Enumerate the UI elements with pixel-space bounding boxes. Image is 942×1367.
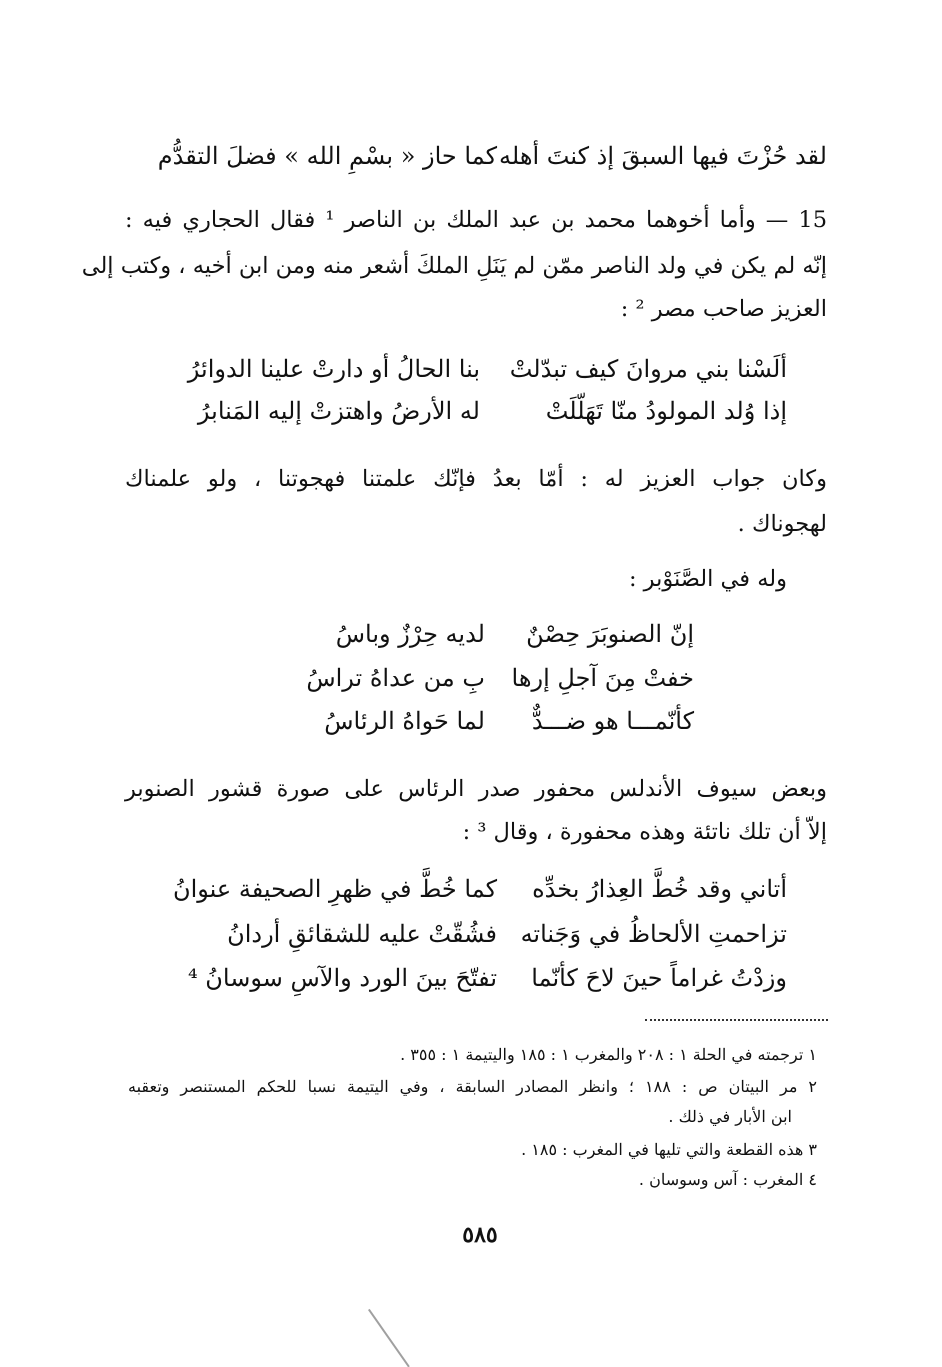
aziz-reply-line-1: وكان جواب العزيز له : أمّا بعدُ فإنّك علمتنا فهجوتنا ، ولو علمناك — [125, 466, 827, 492]
poem-3-verse-1-left: كما خُطَّ في ظهرِ الصحيفة عنوانُ — [172, 875, 497, 903]
poem-2-verse-1-right: إنّ الصنوبَرَ حِصْنٌ — [526, 620, 694, 648]
poem-2-verse-2-right: خفتْ مِنَ آجلِ إرها — [511, 664, 694, 692]
poem-2-verse-2-left: بِ من عداهُ تراسُ — [306, 664, 485, 692]
swords-para-line-1: وبعض سيوف الأندلس محفور صدر الرئاس على صورة قشور الصنوبر — [125, 776, 827, 802]
opening-verse-left: كما حاز « بسْمِ الله » فضلَ التقدُّم — [157, 142, 497, 170]
page-number: ٥٨٥ — [462, 1222, 498, 1248]
section-15-line-3: العزيز صاحب مصر ² : — [620, 296, 827, 322]
footnote-divider — [645, 1019, 828, 1021]
poem-3-verse-1-right: أتاني وقد خُطَّ العِذارُ بخدِّه — [532, 875, 787, 903]
footnote-3: ٣ هذه القطعة والتي تليها في المغرب : ١٨٥ . — [521, 1140, 817, 1159]
poem-1-verse-2-left: له الأرضُ واهتزتْ إليه المَنابرُ — [197, 397, 480, 425]
footnote-2-continuation: ابن الأبار في ذلك . — [668, 1107, 792, 1126]
aziz-reply-line-2: لهجوناك . — [737, 511, 827, 537]
poem-3-verse-3-left: تفتّحَ بينَ الورد والآسِ سوسانُ ⁴ — [188, 964, 497, 992]
swords-para-line-2: إلاّ أن تلك ناتئة وهذه محفورة ، وقال ³ : — [462, 819, 827, 845]
poem-1-verse-1-left: بنا الحالُ أو دارتْ علينا الدوائرُ — [187, 355, 480, 383]
section-15-line-1: 15 — وأما أخوهما محمد بن عبد الملك بن الناصر ¹ فقال الحجاري فيه : — [125, 207, 828, 233]
footnote-2: ٢ مر البيتان ص : ١٨٨ ؛ وانظر المصادر السابقة ، وفي اليتيمة نسبا للحكم المستنصر وتعقبه — [128, 1077, 817, 1096]
opening-verse-right: لقد حُزْتَ فيها السبقَ إذ كنتَ أهله — [499, 142, 827, 170]
stray-pencil-mark — [368, 1309, 410, 1367]
poem-2-verse-3-right: كأنّمـــا هو ضـــدٌّ — [531, 707, 694, 735]
footnote-1: ١ ترجمته في الحلة ١ : ٢٠٨ والمغرب ١ : ١٨٥ واليتيمة ١ : ٣٥٥ . — [400, 1045, 817, 1064]
footnote-4: ٤ المغرب : آس وسوسان . — [638, 1170, 817, 1189]
poem-1-verse-2-right: إذا وُلد المولودُ منّا تَهَلّلَتْ — [545, 397, 787, 425]
poem-3-verse-2-right: تزاحمتِ الألحاظُ في وَجَناته — [520, 920, 787, 948]
section-15-line-2: إنّه لم يكن في ولد الناصر ممّن لم يَنَلِ الملكَ أشعر منه ومن ابن أخيه ، وكتب إلى — [81, 253, 827, 279]
poem-2-verse-1-left: لديه حِرْزٌ وباسُ — [335, 620, 485, 648]
poem-3-verse-2-left: فشُقّتْ عليه للشقائقِ أردانُ — [227, 920, 497, 948]
poem-3-verse-3-right: وزدْتُ غراماً حينَ لاحَ كأنّما — [531, 964, 787, 992]
poem-1-verse-1-right: ألَسْنا بني مروانَ كيف تبدّلتْ — [509, 355, 787, 383]
pine-intro: وله في الصَّنَوْبر : — [628, 566, 787, 592]
poem-2-verse-3-left: لما حَواهُ الرئاسُ — [324, 707, 485, 735]
